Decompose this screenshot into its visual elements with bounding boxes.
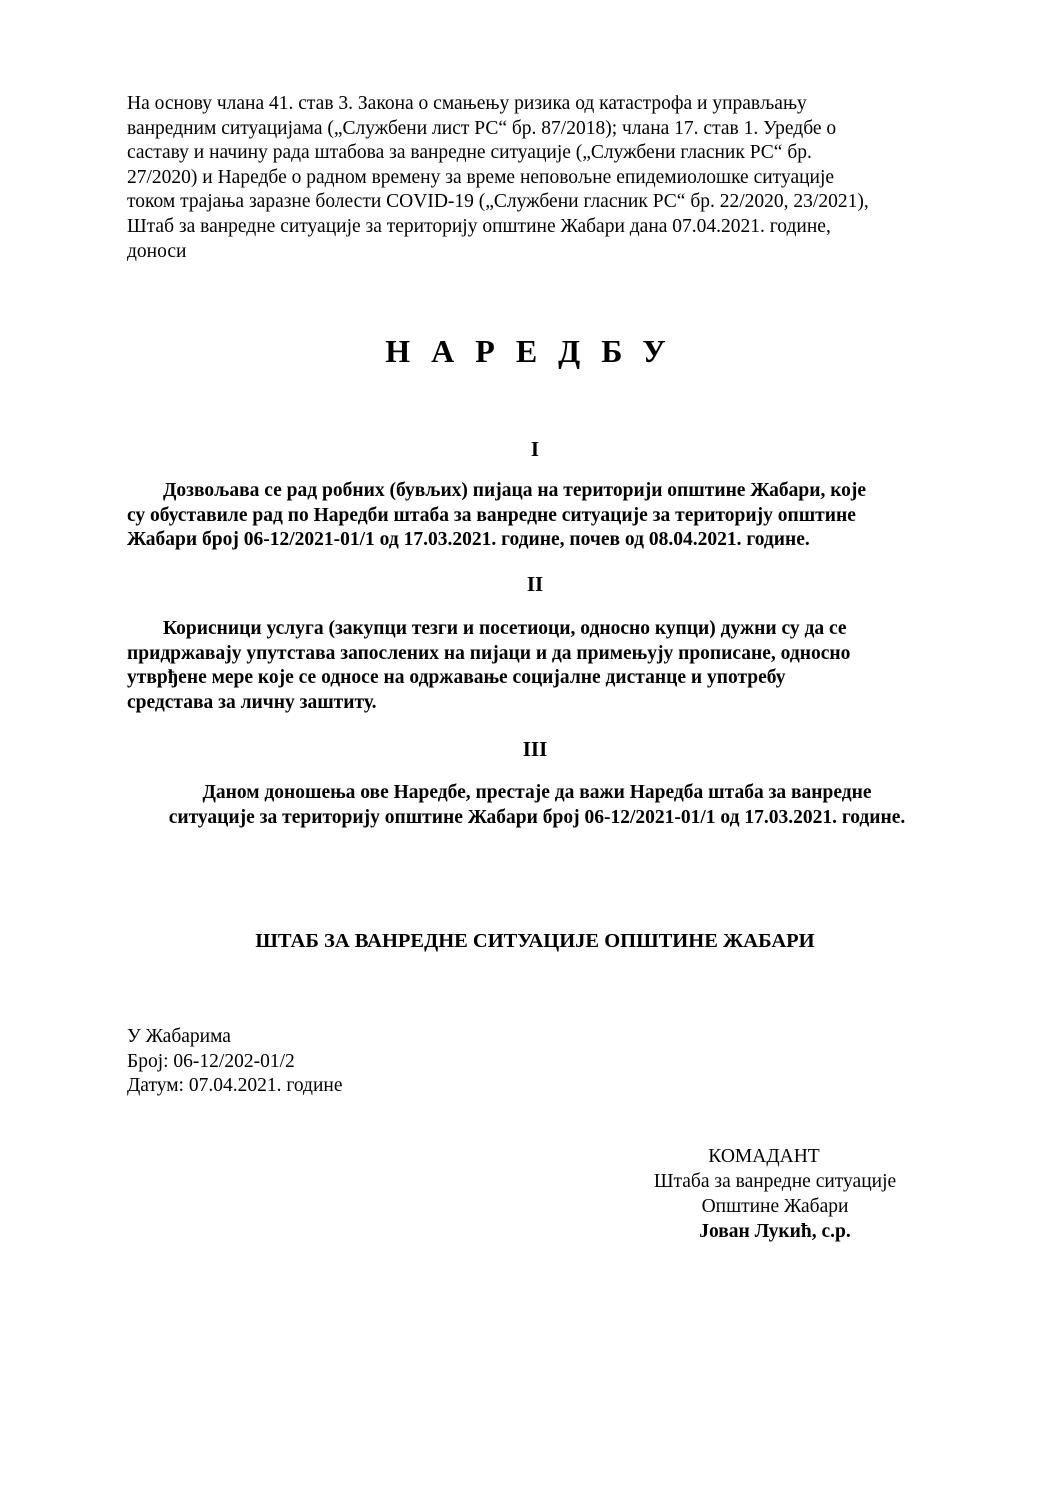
place-line: У Жабарима <box>127 1026 231 1047</box>
document-metadata <box>127 1025 343 1099</box>
document-title: НАРЕДБУ <box>385 333 687 369</box>
preamble-line: 27/2020) и Наредбе о радном времену за време неповољне епидемиолошке ситуације <box>127 166 835 188</box>
preamble-line: ванредним ситуацијама („Службени лист РС“ бр. 87/2018); члана 17. став 1. Уредбе о <box>127 117 837 139</box>
signatory-org-line-1: Штаба за ванредне ситуације <box>653 1171 897 1192</box>
preamble-line: На основу члана 41. став 3. Закона о смањењу ризика од катастрофа и управљању <box>127 93 807 114</box>
paragraph-line: Дозвољава се рад робних (бувљих) пијаца на територији општине Жабари, које <box>163 480 867 501</box>
paragraph-line: утврђене мере које се односе на одржавање социјалне дистанце и употребу <box>127 667 786 689</box>
preamble-line: доноси <box>127 240 187 262</box>
preamble-line: Штаб за ванредне ситуације за територију општине Жабари дана 07.04.2021. године, <box>127 215 831 237</box>
document-number: Број: 06-12/202-01/2 <box>127 1050 295 1072</box>
signatory-rank: КОМАДАНТ <box>708 1146 820 1167</box>
preamble-paragraph <box>127 92 957 264</box>
document-date: Датум: 07.04.2021. године <box>127 1075 343 1097</box>
section-number-3: III <box>522 737 548 761</box>
preamble-line: током трајања заразне болести COVID-19 („Службени гласник РС“ бр. 22/2020, 23/2021), <box>127 191 869 213</box>
paragraph-line: ситуације за територију општине Жабари број 06-12/2021-01/1 од 17.03.2021. године. <box>168 806 906 828</box>
section-number-2: II <box>526 572 544 596</box>
section-3-paragraph <box>127 781 947 830</box>
paragraph-line: средстава за личну заштиту. <box>127 691 377 713</box>
paragraph-line: Жабари број 06-12/2021-01/1 од 17.03.2021. године, почев од 08.04.2021. године. <box>127 529 810 551</box>
signatory-org-line-2: Општине Жабари <box>701 1196 849 1217</box>
paragraph-line: су обуставиле рад по Наредби штаба за ванредне ситуације за територију општине <box>127 504 856 526</box>
section-1-paragraph <box>127 479 957 553</box>
section-number-1: I <box>530 437 540 461</box>
signatory-name: Јован Лукић, с.р. <box>699 1221 851 1242</box>
paragraph-line: Корисници услуга (закупци тезги и посетиоци, односно купци) дужни су да се <box>163 618 847 639</box>
preamble-line: саставу и начину рада штабова за ванредне ситуације („Службени гласник РС“ бр. <box>127 142 812 164</box>
paragraph-line: придржавају упутстава запослених на пијаци и да примењују прописане, односно <box>127 642 851 664</box>
signature-block <box>600 1144 950 1244</box>
paragraph-line: Даном доношења ове Наредбе, престаје да важи Наредба штаба за ванредне <box>202 782 872 803</box>
section-2-paragraph <box>127 617 957 715</box>
issuer-heading: ШТАБ ЗА ВАНРЕДНЕ СИТУАЦИЈЕ ОПШТИНЕ ЖАБАРИ <box>255 930 815 952</box>
